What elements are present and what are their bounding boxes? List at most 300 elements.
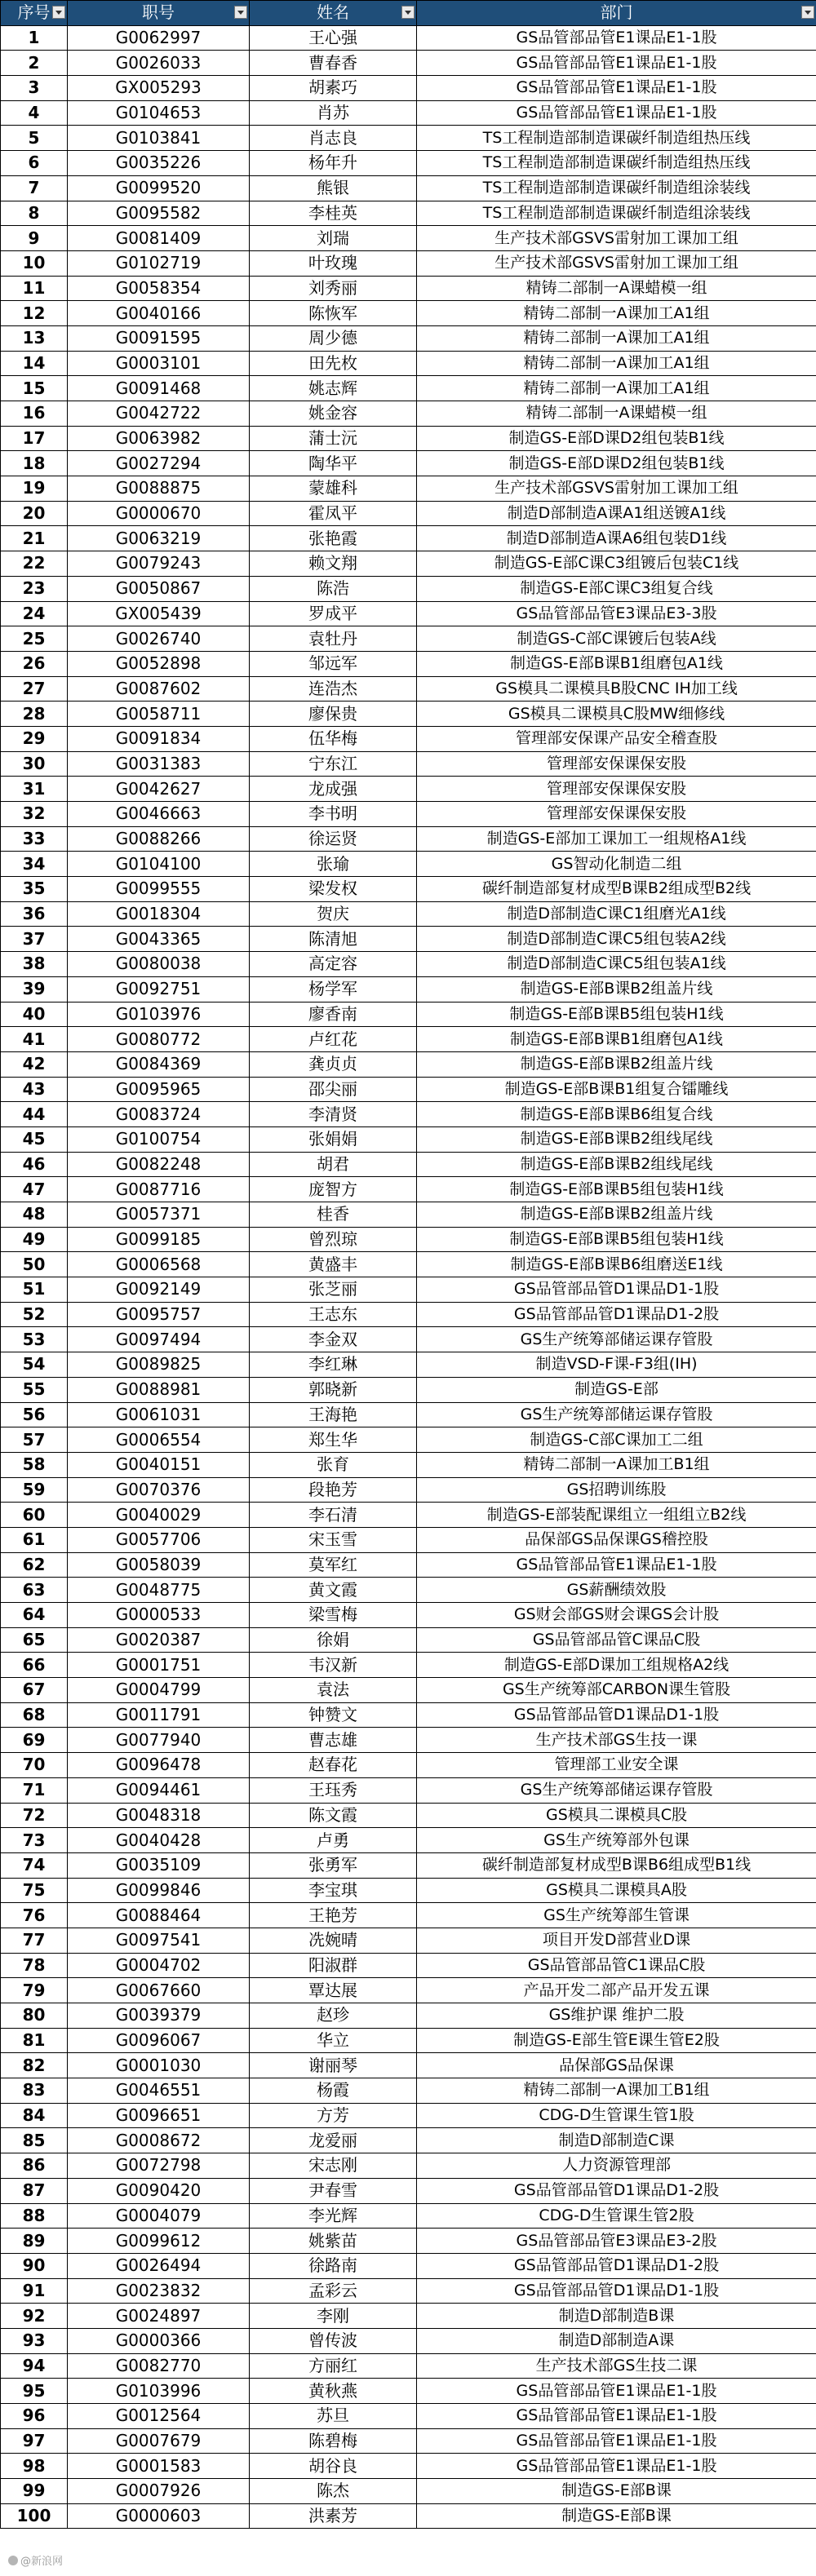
department-cell: GS品管部品管D1课品D1-2股: [417, 2178, 816, 2203]
table-row: [1, 126, 816, 151]
row-index-cell: 35: [1, 877, 68, 902]
employee-id-cell: G0048318: [68, 1803, 250, 1828]
row-index-cell: 23: [1, 576, 68, 601]
employee-name-cell: 梁发权: [250, 877, 417, 902]
row-index-cell: 46: [1, 1152, 68, 1177]
employee-id-cell: G0040428: [68, 1828, 250, 1853]
department-cell: 制造GS-E部B课B2组盖片线: [417, 1202, 816, 1228]
employee-id-cell: G0008672: [68, 2128, 250, 2153]
filter-dropdown-icon[interactable]: [401, 6, 415, 19]
employee-id-cell: G0035109: [68, 1852, 250, 1878]
employee-id-cell: G0012564: [68, 2404, 250, 2429]
department-cell: 品保部GS品保课: [417, 2053, 816, 2078]
employee-id-cell: G0091595: [68, 325, 250, 351]
department-cell: GS招聘训练股: [417, 1477, 816, 1503]
department-cell: 制造GS-E部B课B1组磨包A1线: [417, 1027, 816, 1052]
table-row: [1, 751, 816, 777]
row-index-cell: 92: [1, 2304, 68, 2329]
employee-name-cell: 王艳芳: [250, 1903, 417, 1928]
employee-id-cell: G0087716: [68, 1177, 250, 1202]
employee-name-cell: 李红琳: [250, 1352, 417, 1378]
col-header-label: 职号: [142, 2, 175, 23]
row-index-cell: 61: [1, 1527, 68, 1552]
table-row: [1, 76, 816, 101]
employee-name-cell: 张育: [250, 1452, 417, 1477]
employee-name-cell: 方丽红: [250, 2353, 417, 2379]
employee-id-cell: G0077940: [68, 1728, 250, 1753]
department-cell: TS工程制造部制造课碳纤制造组涂装线: [417, 175, 816, 201]
employee-id-cell: G0040151: [68, 1452, 250, 1477]
department-cell: GS品管部品管E1课品E1-1股: [417, 51, 816, 76]
department-cell: GS品管部品管E1课品E1-1股: [417, 2379, 816, 2404]
table-row: [1, 2454, 816, 2479]
table-row: [1, 1126, 816, 1152]
department-cell: 人力资源管理部: [417, 2153, 816, 2179]
row-index-cell: 42: [1, 1051, 68, 1077]
employee-id-cell: G0004079: [68, 2203, 250, 2229]
employee-name-cell: 龙成强: [250, 777, 417, 802]
employee-name-cell: 王志东: [250, 1302, 417, 1327]
table-row: [1, 1903, 816, 1928]
employee-name-cell: 谢丽琴: [250, 2053, 417, 2078]
row-index-cell: 83: [1, 2078, 68, 2104]
employee-name-cell: 李桂英: [250, 201, 417, 226]
row-index-cell: 91: [1, 2278, 68, 2304]
row-index-cell: 52: [1, 1302, 68, 1327]
department-cell: 制造GS-E部B课B6组磨送E1线: [417, 1252, 816, 1277]
table-row: [1, 226, 816, 251]
department-cell: 生产技术部GS生技二课: [417, 2353, 816, 2379]
department-cell: 制造GS-E部B课B2组盖片线: [417, 1051, 816, 1077]
employee-name-cell: 华立: [250, 2028, 417, 2053]
department-cell: 产品开发二部产品开发五课: [417, 1978, 816, 2003]
employee-id-cell: G0102719: [68, 250, 250, 276]
row-index-cell: 41: [1, 1027, 68, 1052]
row-index-cell: 7: [1, 175, 68, 201]
employee-name-cell: 罗成平: [250, 601, 417, 626]
table-row: [1, 702, 816, 727]
table-row: [1, 901, 816, 927]
table-row: [1, 276, 816, 301]
table-row: [1, 2178, 816, 2203]
watermark: [5, 2552, 66, 2569]
row-index-cell: 26: [1, 651, 68, 676]
row-index-cell: 98: [1, 2454, 68, 2479]
department-cell: 制造GS-C部C课镀后包装A线: [417, 626, 816, 652]
row-index-cell: 59: [1, 1477, 68, 1503]
department-cell: 精铸二部制一A课加工B1组: [417, 1452, 816, 1477]
department-cell: 项目开发D部营业D课: [417, 1928, 816, 1953]
row-index-cell: 47: [1, 1177, 68, 1202]
table-row: [1, 1777, 816, 1803]
employee-id-cell: G0026033: [68, 51, 250, 76]
employee-id-cell: GX005293: [68, 76, 250, 101]
department-cell: GS品管部品管E1课品E1-1股: [417, 76, 816, 101]
table-row: [1, 175, 816, 201]
table-row: [1, 1302, 816, 1327]
row-index-cell: 89: [1, 2229, 68, 2254]
employee-name-cell: 王海艳: [250, 1402, 417, 1427]
department-cell: GS品管部品管E1课品E1-1股: [417, 2454, 816, 2479]
department-cell: GS生产统筹部CARBON课生管股: [417, 1678, 816, 1703]
row-index-cell: 94: [1, 2353, 68, 2379]
col-header-name[interactable]: [250, 1, 417, 26]
department-cell: 制造VSD-F课-F3组(IH): [417, 1352, 816, 1378]
department-cell: 制造GS-E部加工课加工一组规格A1线: [417, 826, 816, 852]
department-cell: GS品管部品管E1课品E1-1股: [417, 1552, 816, 1578]
table-row: [1, 1578, 816, 1603]
table-row: [1, 1077, 816, 1102]
department-cell: 制造GS-E部B课: [417, 2479, 816, 2504]
employee-name-cell: 赵春花: [250, 1753, 417, 1778]
department-cell: TS工程制造部制造课碳纤制造组涂装线: [417, 201, 816, 226]
table-row: [1, 2103, 816, 2128]
department-cell: 制造GS-C部C课加工二组: [417, 1427, 816, 1453]
row-index-cell: 19: [1, 476, 68, 502]
col-header-label: 序号: [17, 2, 51, 23]
row-index-cell: 15: [1, 376, 68, 401]
employee-id-cell: G0001751: [68, 1653, 250, 1678]
employee-name-cell: 曾传波: [250, 2328, 417, 2353]
employee-id-cell: G0094461: [68, 1777, 250, 1803]
row-index-cell: 30: [1, 751, 68, 777]
table-row: [1, 1503, 816, 1528]
table-row: [1, 952, 816, 977]
employee-id-cell: G0087602: [68, 676, 250, 702]
row-index-cell: 31: [1, 777, 68, 802]
employee-id-cell: G0082770: [68, 2353, 250, 2379]
department-cell: GS品管部品管E1课品E1-1股: [417, 25, 816, 51]
employee-name-cell: 黄盛丰: [250, 1252, 417, 1277]
department-cell: 制造D部制造C课C5组包装A2线: [417, 927, 816, 952]
row-index-cell: 22: [1, 551, 68, 577]
employee-id-cell: G0062997: [68, 25, 250, 51]
row-index-cell: 11: [1, 276, 68, 301]
row-index-cell: 1: [1, 25, 68, 51]
table-row: [1, 2479, 816, 2504]
filter-dropdown-icon[interactable]: [52, 6, 65, 19]
employee-id-cell: G0035226: [68, 151, 250, 176]
employee-id-cell: G0000533: [68, 1603, 250, 1628]
employee-name-cell: 李光辉: [250, 2203, 417, 2229]
table-row: [1, 1953, 816, 1978]
col-header-label: 部门: [600, 2, 633, 23]
employee-id-cell: G0039379: [68, 2003, 250, 2029]
employee-id-cell: G0042627: [68, 777, 250, 802]
employee-id-cell: G0072798: [68, 2153, 250, 2179]
employee-name-cell: 周少德: [250, 325, 417, 351]
row-index-cell: 39: [1, 976, 68, 1002]
department-cell: 精铸二部制一A课蜡模一组: [417, 401, 816, 427]
employee-id-cell: G0018304: [68, 901, 250, 927]
table-row: [1, 877, 816, 902]
employee-name-cell: 李金双: [250, 1327, 417, 1352]
row-index-cell: 38: [1, 952, 68, 977]
employee-name-cell: 陈浩: [250, 576, 417, 601]
row-index-cell: 73: [1, 1828, 68, 1853]
employee-name-cell: 莫军红: [250, 1552, 417, 1578]
employee-id-cell: G0103976: [68, 1002, 250, 1027]
table-row: [1, 777, 816, 802]
table-row: [1, 1728, 816, 1753]
employee-id-cell: G0031383: [68, 751, 250, 777]
table-row: [1, 376, 816, 401]
employee-name-cell: 卢红花: [250, 1027, 417, 1052]
employee-id-cell: GX005439: [68, 601, 250, 626]
row-index-cell: 72: [1, 1803, 68, 1828]
employee-name-cell: 李石清: [250, 1503, 417, 1528]
employee-id-cell: G0000603: [68, 2503, 250, 2529]
row-index-cell: 70: [1, 1753, 68, 1778]
employee-id-cell: G0000670: [68, 501, 250, 526]
employee-name-cell: 贺庆: [250, 901, 417, 927]
employee-id-cell: G0091834: [68, 726, 250, 751]
row-index-cell: 21: [1, 526, 68, 551]
row-index-cell: 60: [1, 1503, 68, 1528]
table-row: [1, 551, 816, 577]
row-index-cell: 85: [1, 2128, 68, 2153]
department-cell: GS财会部GS财会课GS会计股: [417, 1603, 816, 1628]
department-cell: TS工程制造部制造课碳纤制造组热压线: [417, 151, 816, 176]
employee-id-cell: G0080038: [68, 952, 250, 977]
department-cell: TS工程制造部制造课碳纤制造组热压线: [417, 126, 816, 151]
row-index-cell: 28: [1, 702, 68, 727]
row-index-cell: 100: [1, 2503, 68, 2529]
employee-name-cell: 姚紫苗: [250, 2229, 417, 2254]
employee-id-cell: G0092149: [68, 1277, 250, 1303]
employee-name-cell: 徐路南: [250, 2253, 417, 2278]
department-cell: 碳纤制造部复材成型B课B6组成型B1线: [417, 1852, 816, 1878]
employee-id-cell: G0103996: [68, 2379, 250, 2404]
employee-name-cell: 王心强: [250, 25, 417, 51]
table-row: [1, 2003, 816, 2029]
employee-id-cell: G0088266: [68, 826, 250, 852]
table-row: [1, 526, 816, 551]
employee-name-cell: 伍华梅: [250, 726, 417, 751]
row-index-cell: 27: [1, 676, 68, 702]
employee-name-cell: 李书明: [250, 802, 417, 827]
employee-id-cell: G0104100: [68, 852, 250, 877]
table-row: [1, 426, 816, 451]
employee-id-cell: G0043365: [68, 927, 250, 952]
employee-name-cell: 陈恢军: [250, 301, 417, 326]
table-row: [1, 2229, 816, 2254]
row-index-cell: 34: [1, 852, 68, 877]
employee-id-cell: G0082248: [68, 1152, 250, 1177]
department-cell: GS生产统筹部储运课存管股: [417, 1777, 816, 1803]
employee-name-cell: 邵尖丽: [250, 1077, 417, 1102]
row-index-cell: 76: [1, 1903, 68, 1928]
employee-name-cell: 李清贤: [250, 1102, 417, 1127]
employee-id-cell: G0061031: [68, 1402, 250, 1427]
employee-name-cell: 刘瑞: [250, 226, 417, 251]
department-cell: 管理部安保课产品安全稽查股: [417, 726, 816, 751]
department-cell: 制造GS-E部B课B5组包装H1线: [417, 1177, 816, 1202]
department-cell: 碳纤制造部复材成型B课B2组成型B2线: [417, 877, 816, 902]
table-row: [1, 2128, 816, 2153]
row-index-cell: 99: [1, 2479, 68, 2504]
row-index-cell: 66: [1, 1653, 68, 1678]
department-cell: 制造GS-E部C课C3组复合线: [417, 576, 816, 601]
employee-id-cell: G0026494: [68, 2253, 250, 2278]
department-cell: 制造D部制造A课A6组包装D1线: [417, 526, 816, 551]
employee-name-cell: 姚金容: [250, 401, 417, 427]
filter-dropdown-icon[interactable]: [234, 6, 247, 19]
employee-name-cell: 宋志刚: [250, 2153, 417, 2179]
department-cell: 制造GS-E部B课B2组线尾线: [417, 1126, 816, 1152]
table-row: [1, 325, 816, 351]
table-row: [1, 651, 816, 676]
table-row: [1, 1002, 816, 1027]
employee-name-cell: 陈清旭: [250, 927, 417, 952]
row-index-cell: 17: [1, 426, 68, 451]
employee-id-cell: G0003101: [68, 351, 250, 376]
employee-name-cell: 郭晓新: [250, 1377, 417, 1402]
table-row: [1, 2404, 816, 2429]
employee-name-cell: 李刚: [250, 2304, 417, 2329]
row-index-cell: 79: [1, 1978, 68, 2003]
row-index-cell: 51: [1, 1277, 68, 1303]
table-row: [1, 1177, 816, 1202]
employee-name-cell: 陈碧梅: [250, 2428, 417, 2454]
row-index-cell: 57: [1, 1427, 68, 1453]
row-index-cell: 43: [1, 1077, 68, 1102]
table-row: [1, 1978, 816, 2003]
employee-name-cell: 肖苏: [250, 100, 417, 126]
department-cell: 制造GS-E部B课B1组磨包A1线: [417, 651, 816, 676]
table-row: [1, 601, 816, 626]
department-cell: GS生产统筹部外包课: [417, 1828, 816, 1853]
department-cell: GS生产统筹部储运课存管股: [417, 1327, 816, 1352]
table-row: [1, 576, 816, 601]
employee-name-cell: 袁牡丹: [250, 626, 417, 652]
employee-name-cell: 尹春雪: [250, 2178, 417, 2203]
employee-id-cell: G0007926: [68, 2479, 250, 2504]
row-index-cell: 4: [1, 100, 68, 126]
row-index-cell: 33: [1, 826, 68, 852]
row-index-cell: 77: [1, 1928, 68, 1953]
employee-id-cell: G0104653: [68, 100, 250, 126]
table-row: [1, 1427, 816, 1453]
employee-id-cell: G0058354: [68, 276, 250, 301]
row-index-cell: 24: [1, 601, 68, 626]
employee-id-cell: G0023832: [68, 2278, 250, 2304]
department-cell: 生产技术部GSVS雷射加工课加工组: [417, 476, 816, 502]
employee-id-cell: G0046551: [68, 2078, 250, 2104]
employee-id-cell: G0026740: [68, 626, 250, 652]
employee-name-cell: 苏旦: [250, 2404, 417, 2429]
employee-name-cell: 庞智方: [250, 1177, 417, 1202]
employee-id-cell: G0057371: [68, 1202, 250, 1228]
table-row: [1, 626, 816, 652]
table-row: [1, 2503, 816, 2529]
row-index-cell: 62: [1, 1552, 68, 1578]
employee-name-cell: 张艳霞: [250, 526, 417, 551]
weibo-logo-icon: [8, 2556, 18, 2565]
employee-name-cell: 高定容: [250, 952, 417, 977]
table-row: [1, 1803, 816, 1828]
row-index-cell: 88: [1, 2203, 68, 2229]
row-index-cell: 58: [1, 1452, 68, 1477]
row-index-cell: 65: [1, 1627, 68, 1653]
employee-name-cell: 李宝琪: [250, 1878, 417, 1903]
department-cell: 制造D部制造C课: [417, 2128, 816, 2153]
employee-name-cell: 覃达展: [250, 1978, 417, 2003]
row-index-cell: 18: [1, 451, 68, 476]
department-cell: GS品管部品管D1课品D1-1股: [417, 1277, 816, 1303]
employee-name-cell: 叶玫瑰: [250, 250, 417, 276]
department-cell: GS品管部品管D1课品D1-1股: [417, 2278, 816, 2304]
employee-id-cell: G0100754: [68, 1126, 250, 1152]
employee-id-cell: G0089825: [68, 1352, 250, 1378]
table-row: [1, 2053, 816, 2078]
table-row: [1, 501, 816, 526]
table-row: [1, 1477, 816, 1503]
table-row: [1, 1852, 816, 1878]
table-row: [1, 852, 816, 877]
department-cell: 制造GS-E部B课B1组复合镭雕线: [417, 1077, 816, 1102]
row-index-cell: 2: [1, 51, 68, 76]
employee-id-cell: G0007679: [68, 2428, 250, 2454]
employee-id-cell: G0084369: [68, 1051, 250, 1077]
department-cell: 制造GS-E部B课B2组线尾线: [417, 1152, 816, 1177]
table-row: [1, 1277, 816, 1303]
table-row: [1, 1603, 816, 1628]
department-cell: 制造GS-E部B课B5组包装H1线: [417, 1002, 816, 1027]
table-row: [1, 1452, 816, 1477]
department-cell: GS维护课 维护二股: [417, 2003, 816, 2029]
department-cell: CDG-D生管课生管1股: [417, 2103, 816, 2128]
table-row: [1, 1327, 816, 1352]
table-row: [1, 2353, 816, 2379]
department-cell: GS生产统筹部储运课存管股: [417, 1402, 816, 1427]
table-row: [1, 1527, 816, 1552]
row-index-cell: 96: [1, 2404, 68, 2429]
employee-name-cell: 赖文翔: [250, 551, 417, 577]
employee-name-cell: 宁东江: [250, 751, 417, 777]
employee-name-cell: 张瑜: [250, 852, 417, 877]
table-row: [1, 2203, 816, 2229]
table-row: [1, 25, 816, 51]
table-row: [1, 1051, 816, 1077]
employee-id-cell: G0096651: [68, 2103, 250, 2128]
department-cell: 精铸二部制一A课加工A1组: [417, 351, 816, 376]
table-row: [1, 201, 816, 226]
row-index-cell: 14: [1, 351, 68, 376]
employee-name-cell: 孟彩云: [250, 2278, 417, 2304]
department-cell: GS模具二课模具B股CNC IH加工线: [417, 676, 816, 702]
department-cell: 精铸二部制一A课加工A1组: [417, 325, 816, 351]
filter-dropdown-icon[interactable]: [801, 6, 814, 19]
employee-id-cell: G0099555: [68, 877, 250, 902]
table-row: [1, 2304, 816, 2329]
department-cell: 生产技术部GSVS雷射加工课加工组: [417, 250, 816, 276]
employee-name-cell: 梁雪梅: [250, 1603, 417, 1628]
department-cell: 管理部安保课保安股: [417, 777, 816, 802]
table-row: [1, 1627, 816, 1653]
employee-id-cell: G0024897: [68, 2304, 250, 2329]
col-header-index[interactable]: [1, 1, 68, 26]
table-row: [1, 476, 816, 502]
employee-name-cell: 蒲士沅: [250, 426, 417, 451]
department-cell: GS模具二课模具C股MW细修线: [417, 702, 816, 727]
employee-name-cell: 洪素芳: [250, 2503, 417, 2529]
col-header-employee-id[interactable]: [68, 1, 250, 26]
employee-id-cell: G0020387: [68, 1627, 250, 1653]
employee-id-cell: G0095757: [68, 1302, 250, 1327]
department-cell: GS品管部品管E3课品E3-2股: [417, 2229, 816, 2254]
col-header-department[interactable]: [417, 1, 816, 26]
